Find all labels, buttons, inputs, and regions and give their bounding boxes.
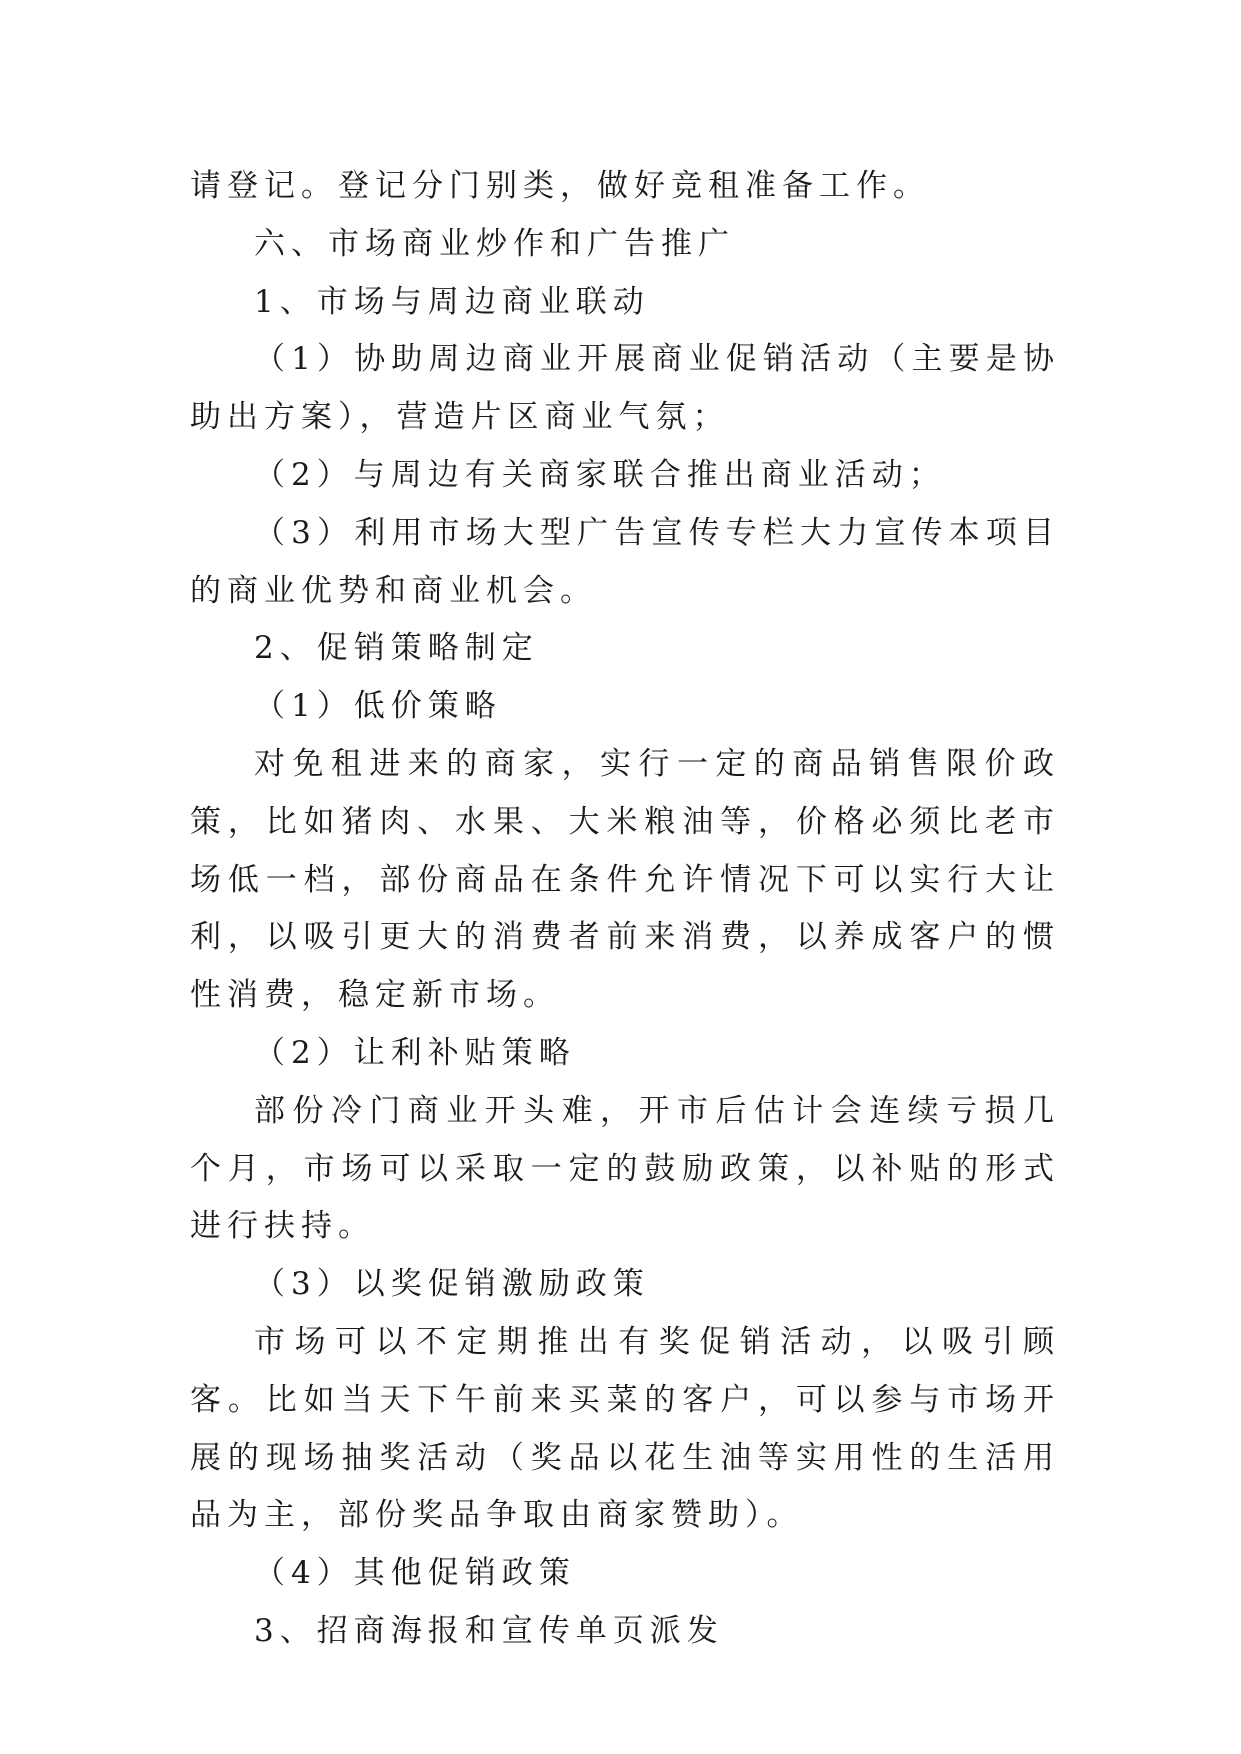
- subsection-heading-2: 2、促销策略制定: [254, 630, 539, 667]
- list-item-2-3: （3）以奖促销激励政策: [254, 1266, 650, 1303]
- subsection-heading-3: 3、招商海报和宣传单页派发: [254, 1612, 724, 1649]
- list-item-2-1: （1）低价策略: [254, 688, 502, 725]
- list-item-2-4: （4）其他促销政策: [254, 1555, 576, 1592]
- paragraph-continuation: 请登记。登记分门别类，做好竞租准备工作。: [190, 168, 930, 204]
- paragraph-subsidy: 部份冷门商业开头难，开市后估计会连续亏损几个月，市场可以采取一定的鼓励政策，以补贴的形式进行扶持。: [190, 1092, 1060, 1245]
- document-body: [190, 158, 1060, 1661]
- paragraph-low-price: 对免租进来的商家，实行一定的商品销售限价政策，比如猪肉、水果、大米粮油等，价格必须比老市场低一档，部份商品在条件允许情况下可以实行大让利，以吸引更大的消费者前来消费，以养成客户的惯性消费，稳定新市场。: [190, 745, 1060, 1014]
- list-item-1-3: （3）利用市场大型广告宣传专栏大力宣传本项目的商业优势和商业机会。: [190, 514, 1060, 609]
- list-item-2-2: （2）让利补贴策略: [254, 1034, 576, 1071]
- section-heading-6: 六、市场商业炒作和广告推广: [254, 225, 735, 262]
- list-item-1-1: （1）协助周边商业开展商业促销活动（主要是协助出方案），营造片区商业气氛；: [190, 341, 1060, 436]
- paragraph-prize-promotion: 市场可以不定期推出有奖促销活动，以吸引顾客。比如当天下午前来买菜的客户，可以参与市场开展的现场抽奖活动（奖品以花生油等实用性的生活用品为主，部份奖品争取由商家赞助）。: [190, 1323, 1060, 1534]
- subsection-heading-1: 1、市场与周边商业联动: [254, 283, 650, 320]
- list-item-1-2: （2）与周边有关商家联合推出商业活动；: [254, 456, 946, 493]
